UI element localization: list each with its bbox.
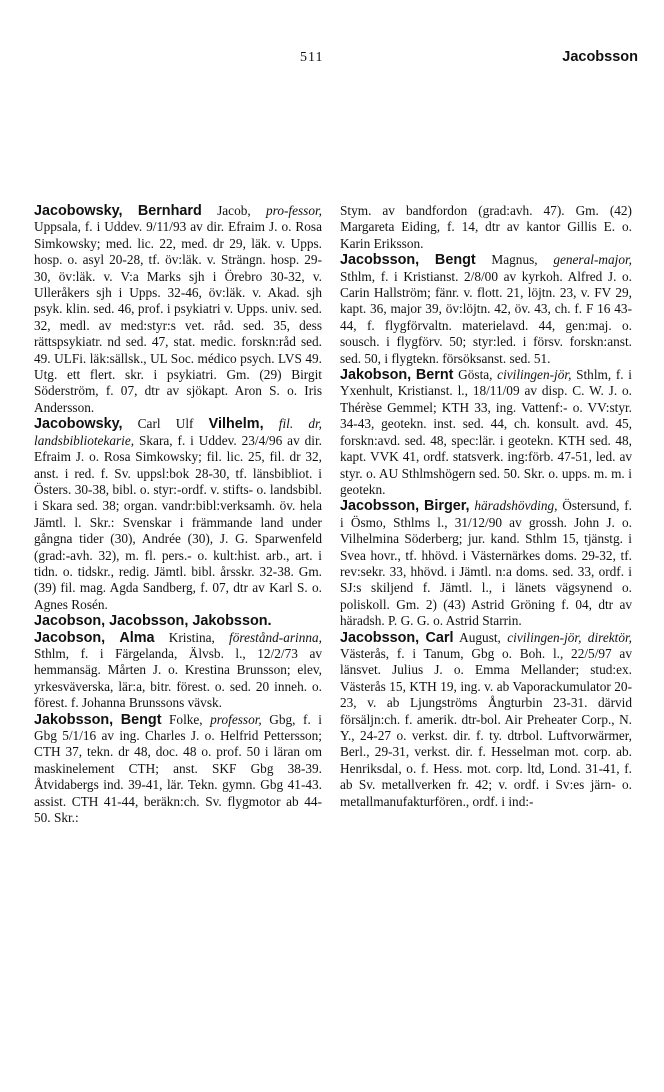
entry-given-rest: August, — [453, 629, 508, 645]
entry-surname: Jakobson, — [340, 367, 412, 384]
entry-occupation: förestånd-arinna, — [229, 629, 323, 645]
entry-given-name: Carl — [425, 629, 454, 646]
entry-text: Stym. av bandfordon (grad:avh. 47). Gm. (42) Margareta Eiding, f. 14, dtr av kantor Gillis E. o. Karin Eriksson. — [340, 203, 632, 251]
entry-continuation — [340, 203, 632, 252]
entry-bernhard-jacobowsky — [34, 203, 322, 416]
entry-given-rest: Folke, — [161, 711, 211, 727]
entry-surname: Jacobowsky, — [34, 203, 123, 219]
entry-text: Skara, f. i Uddev. 23/4/96 av dir. Efraim J. o. Rosa Simkowsky; fil. lic. 25, fil. dr 32, anst. i red. f. Sv. uppsl:bok 28-30, tf. länsbibliot. i Östers. 30-38, bibl. o. styr:-ordf. v. stifts- o. landsbibl. i Skara sed. 38; organ. vandr:bibl:verksamh. öv. hela Jämtl. l. Skr.: Svenskar i främmande land under gångna tider (30), Andrée (30), J. G. Sparwenfeld (grad:-avh. 32), m. fl. pers.- o. kult:hist. arb., art. i tidn. o. tidskr., redig. Jämtl. bibl. årsskr. 32-38. Gm. (39) fil. mag. Agda Sandberg, f. 07, dtr av Karl S. o. Agnes Rosén. — [34, 432, 322, 612]
entry-given-name: Bengt — [120, 711, 162, 728]
entry-given-name: Alma — [119, 629, 155, 646]
entry-surname: Jacobsson, — [340, 498, 420, 515]
entry-text: Östersund, f. i Ösmo, Sthlms l., 31/12/90 av grossh. John J. o. Vilhelmina Söderberg; jur. kand. Sthlm 15, tjänstg. i Svea hovr., tf. hhövd. i Västernärkes doms. 29-32, tf. rev:sekr. 33, hhövd. i Jämtl. n:a doms. sed. 33, ordf. i SJ:s skiljend f. Jämtl. l., i länets vägsynend o. poliskoll. Gm. 2) (43) Astrid Gröning f. 04, dtr av häradsh. P. G. G. o. Astrid Starrin. — [340, 498, 632, 629]
entry-surname: Jacobsson, — [340, 252, 420, 269]
entry-surname: Jacobsson, — [340, 629, 420, 646]
entry-text: Sthlm, f. i Kristianst. 2/8/00 av kyrkoh. Alfred J. o. Carin Hallström; fänr. v. flott. 21, löjtn. 23, v. FV 29, kapt. 36, major 39, öv:löjtn. 42, öv. 43, ch. f. F 16 43-44, f. flygförvaltn. materielavd. 44, gen:maj. o. sousch. i flygförv. 50; styr:led. i försv. forskn:anst. sed. 50, i flygtekn. försöksanst. sed. 51. — [340, 268, 632, 366]
entry-text: Gbg, f. i Gbg 5/1/16 av ing. Charles J. o. Helfrid Pettersson; CTH 37, tekn. dr 48, doc. 48 o. prof. 50 i läran om maskinelement CTH; anst. SKF Gbg 38-39. Åtvidabergs ind. 39-41, lär. Tekn. gymn. Gbg 41-43. assist. CTH 41-44, beräkn:ch. Sv. flygmotor ab 44-50. Skr.: — [34, 711, 322, 826]
entry-given-name: Birger, — [423, 498, 470, 515]
entry-text: Uppsala, f. i Uddev. 9/11/93 av dir. Efraim J. o. Rosa Simkowsky; med. lic. 22, med. dr 29, läk. v. Upps. hosp. o. asyl 20-28, tf. öv:läk. v. Strängn. hosp. 29-30, öv:läk. v. V:a Marks sjh i Örebro 30-32, v. Ulleråkers sjh i Upps. 32-46, öv:läk. v. Akad. sjh psyk. klin. sed. 46, prof. i psykiatri v. Upps. univ. sed. 32, medl. av med:styr:s vet. råd. sed. 35, dess rättspsykiatr. nd sed. 47, stat. medic. forskn:råd sed. 49. ULFi. läk:sällsk., UL Soc. médico psych. LVS 49. Utg. ett flert. skr. i psykiatri. Gm. (29) Birgit Söderström, f. 07, dtr av sjökapt. Aron S. o. Iris Andersson. — [34, 219, 322, 415]
entry-birger-jacobsson — [340, 498, 632, 629]
entry-given-name: Bernhard — [137, 203, 202, 219]
entry-bernt-jakobson — [340, 367, 632, 498]
entry-bengt-folke-jakobsson — [34, 712, 322, 827]
entry-given-plain: Carl Ulf — [122, 416, 209, 432]
entry-occupation: professor, — [210, 711, 262, 727]
entry-given-rest: Kristina, — [154, 629, 230, 645]
entry-given-rest: Gösta, — [453, 367, 498, 383]
running-head: Jacobsson — [562, 49, 638, 65]
entry-cross-reference — [34, 613, 322, 629]
cross-reference-names: Jacobson, Jacobsson, Jakobsson. — [34, 613, 272, 630]
entry-given-rest: Magnus, — [475, 252, 554, 268]
entry-alma-jacobson — [34, 630, 322, 712]
right-column — [340, 203, 632, 810]
entry-given-name: Bernt — [415, 367, 454, 384]
entry-occupation: fil. dr, landsbibliotekarie, — [34, 416, 323, 448]
entry-given-name: Bengt — [434, 252, 476, 269]
entry-given-rest: Jacob, — [201, 203, 266, 218]
entry-bengt-magnus-jacobsson — [340, 252, 632, 367]
entry-text: Västerås, f. i Tanum, Gbg o. Boh. l., 22/5/97 av länsvet. Julius J. o. Emma Mellander; stud:ex. Västerås 15, KTH 19, ing. v. ab Vaporackumulator 20-23, v. ab Ljungströms Ångturbin 23-31. därvid försäljn:ch. f. amerik. dtr-bol. Air Preheater Corp., N. Y., 24-27 o. verkst. dir. f. ty. dtrbol. Luftvorwärmer, Berl., 29-31, verkst. dir. f. Hesselman mot. corp. ab. Henriksdal, o. f. Hess. mot. corp. ltd, Lond. 31-41, f. ab Sv. metallverken fr. 42; v. ordf. i Sv:es järn- o. metallmanufakturfören., ordf. i ind:- — [340, 645, 632, 809]
entry-occupation: general-major, — [553, 252, 632, 268]
entry-given-name: Vilhelm, — [208, 416, 264, 433]
entry-surname: Jacobowsky, — [34, 416, 123, 433]
entry-carl-jacobsson — [340, 630, 632, 810]
entry-occupation: pro-fessor, — [265, 203, 323, 218]
entry-occupation: civilingen-jör, — [497, 367, 572, 383]
entry-surname: Jacobson, — [34, 629, 106, 646]
entry-occupation: häradshövding, — [469, 498, 558, 514]
entry-vilhelm-jacobowsky — [34, 416, 322, 613]
entry-text: Sthlm, f. i Yxenhult, Kristianst. l., 18/11/09 av disp. C. W. J. o. Thérèse Gemmel; KTH 33, ing. Vattenf:- o. VV:styr. 34-43, geotekn. inst. sed. 44, ch. konsult. avd. 45, forskn:avd. sed. 48, spec:lär. i geotekn. KTH sed. 48, kapt. VVK 41, ordf. statsverk. ing:förb. 47-51, led. av styr. o. AU Sthlmshögern sed. 50. Skr. o. upps. m. m. i geotekn. — [340, 367, 632, 497]
page-number: 511 — [300, 50, 324, 65]
entry-occupation: civilingen-jör, direktör, — [507, 629, 632, 645]
left-column — [34, 203, 322, 826]
entry-surname: Jakobsson, — [34, 711, 114, 728]
entry-text: Sthlm, f. i Färgelanda, Älvsb. l., 12/2/73 av hemmansäg. Mårten J. o. Krestina Brunsson; elev, yrkesväverska, lär:a, bitr. förest. o. sed. 20 inneh. o. förest. f. Johanna Brunssons vävsk. — [34, 645, 322, 711]
